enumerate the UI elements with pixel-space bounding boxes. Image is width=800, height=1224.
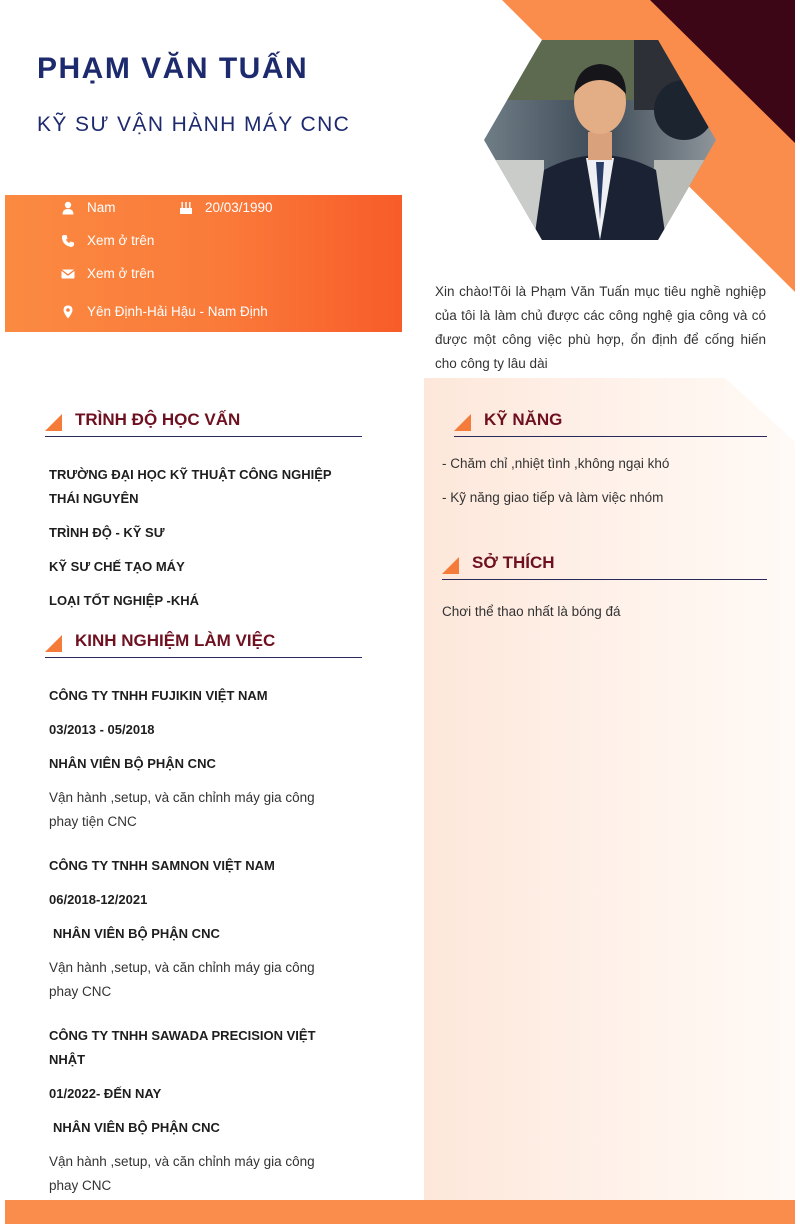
birthday-row	[179, 200, 273, 215]
candidate-name: PHẠM VĂN TUẤN	[37, 52, 309, 85]
envelope-icon	[61, 267, 75, 281]
education-heading: TRÌNH ĐỘ HỌC VẤN	[75, 410, 241, 429]
footer-bar	[5, 1200, 795, 1224]
triangle-icon	[45, 414, 62, 431]
job-company: CÔNG TY TNHH SAMNON VIỆT NAM	[49, 858, 275, 873]
triangle-icon	[45, 635, 62, 652]
address-row	[61, 304, 268, 319]
education-major: KỸ SƯ CHẾ TẠO MÁY	[49, 559, 185, 574]
job-company: CÔNG TY TNHH SAWADA PRECISION VIỆT NHẬT	[49, 1028, 316, 1067]
contact-info-box	[5, 195, 402, 332]
phone-icon	[61, 234, 75, 248]
education-section-header	[45, 408, 362, 437]
education-grade: LOẠI TỐT NGHIỆP -KHÁ	[49, 593, 199, 608]
education-level: TRÌNH ĐỘ - KỸ SƯ	[49, 525, 165, 540]
skill-item: - Chăm chỉ ,nhiệt tình ,không ngại khó	[442, 456, 670, 471]
job-period: 06/2018-12/2021	[49, 892, 148, 907]
experience-heading: KINH NGHIỆM LÀM VIỆC	[75, 631, 276, 650]
job-period: 01/2022- ĐẾN NAY	[49, 1086, 162, 1101]
gender-row	[61, 200, 116, 215]
job-description: Vận hành ,setup, và căn chỉnh máy gia công phay CNC	[49, 960, 315, 999]
email-value: Xem ở trên	[87, 266, 155, 281]
triangle-icon	[442, 557, 459, 574]
map-marker-icon	[61, 305, 75, 319]
cv-page	[5, 0, 795, 1224]
job-company: CÔNG TY TNHH FUJIKIN VIỆT NAM	[49, 688, 268, 703]
gender-value: Nam	[87, 200, 116, 215]
job-title: KỸ SƯ VẬN HÀNH MÁY CNC	[37, 113, 351, 136]
user-icon	[61, 201, 75, 215]
job-position: NHÂN VIÊN BỘ PHẬN CNC	[53, 926, 220, 941]
hobbies-text: Chơi thể thao nhất là bóng đá	[442, 604, 621, 619]
birthday-value: 20/03/1990	[205, 200, 273, 215]
address-value: Yên Định-Hải Hậu - Nam Định	[87, 304, 268, 319]
job-position: NHÂN VIÊN BỘ PHẬN CNC	[49, 756, 216, 771]
phone-value: Xem ở trên	[87, 233, 155, 248]
hobbies-heading: SỞ THÍCH	[472, 553, 555, 572]
phone-row	[61, 233, 154, 248]
job-position: NHÂN VIÊN BỘ PHẬN CNC	[53, 1120, 220, 1135]
triangle-icon	[454, 414, 471, 431]
job-description: Vận hành ,setup, và căn chỉnh máy gia công phay CNC	[49, 1154, 315, 1193]
skills-heading: KỸ NĂNG	[484, 410, 563, 429]
job-period: 03/2013 - 05/2018	[49, 722, 155, 737]
hobbies-section-header	[442, 551, 767, 580]
birthday-cake-icon	[179, 201, 193, 215]
experience-section-header	[45, 629, 362, 658]
education-school: TRƯỜNG ĐẠI HỌC KỸ THUẬT CÔNG NGHIỆP THÁI NGUYÊN	[49, 467, 332, 506]
career-objective: Xin chào!Tôi là Phạm Văn Tuấn mục tiêu nghề nghiệp của tôi là làm chủ được các công nghệ gia công và có được một công việc phù hợp, ổn định để cống hiến cho công ty lâu dài	[435, 284, 766, 371]
job-description: Vận hành ,setup, và căn chỉnh máy gia công phay tiện CNC	[49, 790, 315, 829]
email-row	[61, 266, 154, 281]
skills-section-header	[454, 408, 767, 437]
skill-item: - Kỹ năng giao tiếp và làm việc nhóm	[442, 490, 664, 505]
